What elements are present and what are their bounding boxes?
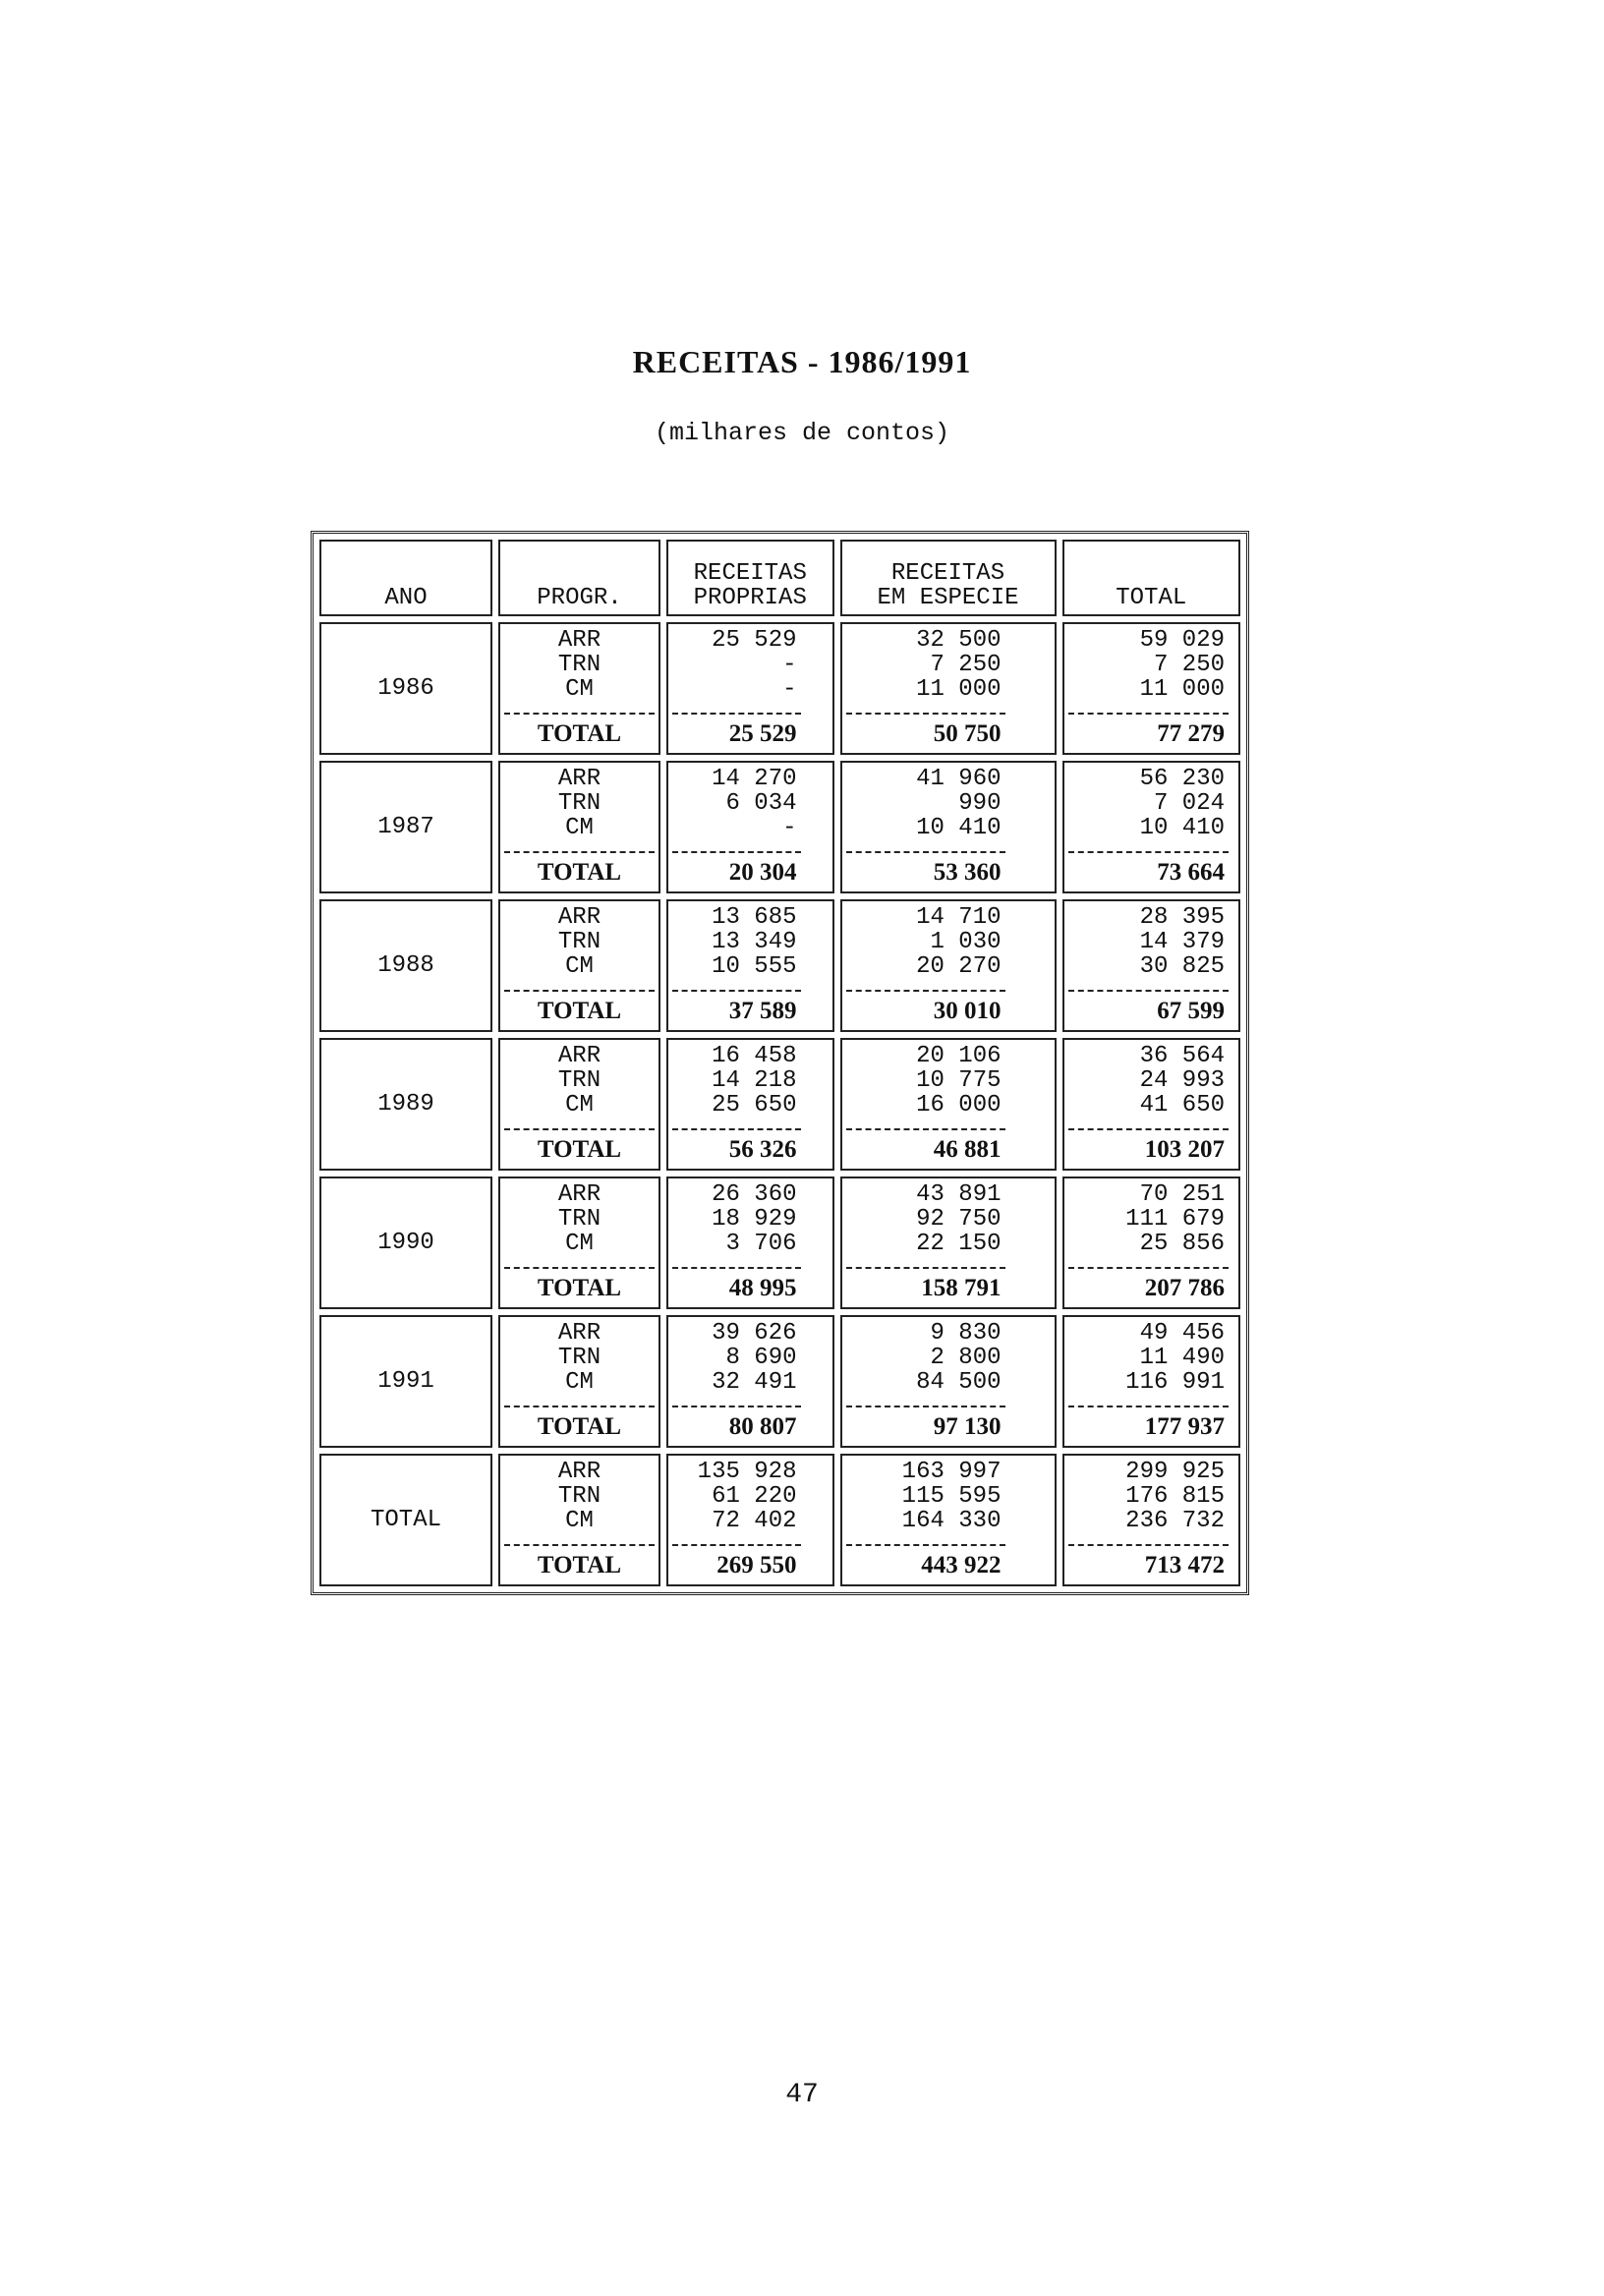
- subtotal-value: 103 207: [1144, 1136, 1225, 1163]
- value: 14 270: [712, 766, 797, 792]
- dashed-divider: [846, 1544, 1005, 1546]
- total-cell: [1062, 1038, 1241, 1171]
- dashed-divider: [504, 1267, 655, 1269]
- total-cell: [1062, 1454, 1241, 1586]
- program-label: CM: [565, 1369, 594, 1396]
- subtotal-value: 443 922: [921, 1552, 1002, 1578]
- value: 11 000: [916, 676, 1002, 703]
- value: 135 928: [697, 1459, 797, 1485]
- dashed-divider: [846, 1267, 1005, 1269]
- page-title: RECEITAS - 1986/1991: [632, 344, 972, 379]
- dashed-divider: [504, 990, 655, 992]
- value: 24 993: [1139, 1067, 1225, 1094]
- subtotal-value: 56 326: [728, 1136, 797, 1163]
- year-label: 1986: [377, 675, 434, 702]
- value: 16 000: [916, 1092, 1002, 1119]
- value: 56 230: [1139, 766, 1225, 792]
- dashed-divider: [504, 1544, 655, 1546]
- subtotal-value: 20 304: [728, 859, 797, 886]
- program-label: CM: [565, 1092, 594, 1119]
- value: 61 220: [712, 1483, 797, 1510]
- value: 6 034: [725, 790, 797, 817]
- year-label: TOTAL: [370, 1507, 441, 1533]
- value: 13 349: [712, 929, 797, 955]
- value: -: [782, 652, 797, 678]
- receitas-especie-cell: [840, 1177, 1057, 1309]
- value: 116 991: [1125, 1369, 1225, 1396]
- subtotal-value: 269 550: [716, 1552, 797, 1578]
- subtotal-value: 97 130: [933, 1413, 1002, 1440]
- value: 236 732: [1125, 1508, 1225, 1534]
- program-cell: [498, 899, 660, 1032]
- program-total-label: TOTAL: [537, 998, 622, 1024]
- program-label: TRN: [557, 1345, 602, 1371]
- page-subtitle: (milhares de contos): [654, 419, 950, 447]
- value: 92 750: [916, 1206, 1002, 1233]
- dashed-divider: [846, 990, 1005, 992]
- value: 72 402: [712, 1508, 797, 1534]
- program-total-label: TOTAL: [537, 1275, 622, 1301]
- value: 41 650: [1139, 1092, 1225, 1119]
- program-label: CM: [565, 1508, 594, 1534]
- dashed-divider: [504, 713, 655, 715]
- program-cell: [498, 1038, 660, 1171]
- dashed-divider: [1068, 1544, 1230, 1546]
- receitas-especie-cell: [840, 761, 1057, 893]
- dashed-divider: [672, 1406, 801, 1407]
- receitas-especie-cell: [840, 899, 1057, 1032]
- table-body: [319, 622, 1240, 1586]
- year-label: 1989: [377, 1091, 434, 1118]
- year-cell: [319, 1038, 492, 1171]
- value: 11 000: [1139, 676, 1225, 703]
- value: 176 815: [1125, 1483, 1225, 1510]
- value: 32 491: [712, 1369, 797, 1396]
- value: 14 218: [712, 1067, 797, 1094]
- receitas-proprias-cell: [666, 899, 834, 1032]
- value: 115 595: [901, 1483, 1002, 1510]
- year-block-row: [319, 622, 1240, 755]
- value: 36 564: [1139, 1043, 1225, 1069]
- value: 43 891: [916, 1181, 1002, 1208]
- receitas-proprias-cell: [666, 1038, 834, 1171]
- subtotal-value: 50 750: [933, 720, 1002, 747]
- program-label: CM: [565, 1231, 594, 1257]
- value: 1 030: [930, 929, 1002, 955]
- program-cell: [498, 761, 660, 893]
- dashed-divider: [672, 713, 801, 715]
- dashed-divider: [1068, 851, 1230, 853]
- value: 32 500: [916, 627, 1002, 654]
- revenue-table: [311, 531, 1249, 1595]
- value: 10 410: [1139, 815, 1225, 841]
- program-total-label: TOTAL: [537, 720, 622, 747]
- program-label: TRN: [557, 1067, 602, 1094]
- dashed-divider: [504, 1406, 655, 1407]
- value: 111 679: [1125, 1206, 1225, 1233]
- program-label: ARR: [557, 1459, 602, 1485]
- receitas-proprias-cell: [666, 622, 834, 755]
- program-label: TRN: [557, 790, 602, 817]
- value: 20 106: [916, 1043, 1002, 1069]
- program-label: ARR: [557, 904, 602, 931]
- value: 16 458: [712, 1043, 797, 1069]
- value: 9 830: [930, 1320, 1002, 1347]
- value: 299 925: [1125, 1459, 1225, 1485]
- program-label: ARR: [557, 1043, 602, 1069]
- subtotal-value: 77 279: [1157, 720, 1225, 747]
- value: 18 929: [712, 1206, 797, 1233]
- year-cell: [319, 1454, 492, 1586]
- program-label: CM: [565, 676, 594, 703]
- value: 7 250: [1153, 652, 1225, 678]
- value: 10 410: [916, 815, 1002, 841]
- subtotal-value: 67 599: [1157, 998, 1225, 1024]
- header-receitas-especie: RECEITAS EM ESPECIE: [840, 540, 1057, 616]
- subtotal-value: 73 664: [1157, 859, 1225, 886]
- program-total-label: TOTAL: [537, 1413, 622, 1440]
- year-cell: [319, 622, 492, 755]
- dashed-divider: [846, 1406, 1005, 1407]
- value: 20 270: [916, 953, 1002, 980]
- value: 14 379: [1139, 929, 1225, 955]
- dashed-divider: [1068, 713, 1230, 715]
- value: 25 529: [712, 627, 797, 654]
- year-block-row: [319, 899, 1240, 1032]
- year-block-row: [319, 1038, 1240, 1171]
- year-label: 1988: [377, 952, 434, 979]
- program-label: ARR: [557, 766, 602, 792]
- program-label: ARR: [557, 627, 602, 654]
- dashed-divider: [672, 990, 801, 992]
- value: 59 029: [1139, 627, 1225, 654]
- header-progr: PROGR.: [498, 540, 660, 616]
- receitas-especie-cell: [840, 1315, 1057, 1448]
- year-label: 1987: [377, 814, 434, 840]
- dashed-divider: [672, 851, 801, 853]
- subtotal-value: 37 589: [728, 998, 797, 1024]
- program-label: ARR: [557, 1181, 602, 1208]
- header-ano: ANO: [319, 540, 492, 616]
- year-cell: [319, 899, 492, 1032]
- program-total-label: TOTAL: [537, 1552, 622, 1578]
- receitas-proprias-cell: [666, 1315, 834, 1448]
- program-label: CM: [565, 953, 594, 980]
- value: 13 685: [712, 904, 797, 931]
- dashed-divider: [672, 1128, 801, 1130]
- value: 49 456: [1139, 1320, 1225, 1347]
- year-cell: [319, 761, 492, 893]
- value: 2 800: [930, 1345, 1002, 1371]
- value: -: [782, 815, 797, 841]
- total-cell: [1062, 622, 1241, 755]
- value: 26 360: [712, 1181, 797, 1208]
- year-cell: [319, 1315, 492, 1448]
- receitas-proprias-cell: [666, 1454, 834, 1586]
- value: 10 775: [916, 1067, 1002, 1094]
- year-block-row: [319, 1177, 1240, 1309]
- dashed-divider: [1068, 1267, 1230, 1269]
- program-label: TRN: [557, 1483, 602, 1510]
- subtotal-value: 80 807: [728, 1413, 797, 1440]
- value: 28 395: [1139, 904, 1225, 931]
- value: 10 555: [712, 953, 797, 980]
- subtotal-value: 207 786: [1144, 1275, 1225, 1301]
- value: 22 150: [916, 1231, 1002, 1257]
- subtotal-value: 158 791: [921, 1275, 1002, 1301]
- value: 14 710: [916, 904, 1002, 931]
- program-label: ARR: [557, 1320, 602, 1347]
- value: 3 706: [725, 1231, 797, 1257]
- year-label: 1990: [377, 1230, 434, 1256]
- year-block-row: [319, 761, 1240, 893]
- program-cell: [498, 1454, 660, 1586]
- value: 30 825: [1139, 953, 1225, 980]
- program-label: TRN: [557, 1206, 602, 1233]
- dashed-divider: [1068, 1406, 1230, 1407]
- program-cell: [498, 1315, 660, 1448]
- value: 8 690: [725, 1345, 797, 1371]
- program-label: CM: [565, 815, 594, 841]
- year-block-row: [319, 1315, 1240, 1448]
- subtotal-value: 25 529: [728, 720, 797, 747]
- value: 163 997: [901, 1459, 1002, 1485]
- program-total-label: TOTAL: [537, 1136, 622, 1163]
- receitas-especie-cell: [840, 1038, 1057, 1171]
- dashed-divider: [504, 1128, 655, 1130]
- receitas-proprias-cell: [666, 761, 834, 893]
- value: 70 251: [1139, 1181, 1225, 1208]
- header-row: [319, 540, 1240, 616]
- value: 164 330: [901, 1508, 1002, 1534]
- dashed-divider: [504, 851, 655, 853]
- dashed-divider: [672, 1267, 801, 1269]
- program-label: TRN: [557, 929, 602, 955]
- program-label: TRN: [557, 652, 602, 678]
- subtotal-value: 177 937: [1144, 1413, 1225, 1440]
- header-total: TOTAL: [1062, 540, 1241, 616]
- value: -: [782, 676, 797, 703]
- value: 990: [958, 790, 1002, 817]
- value: 25 856: [1139, 1231, 1225, 1257]
- receitas-especie-cell: [840, 622, 1057, 755]
- value: 84 500: [916, 1369, 1002, 1396]
- value: 25 650: [712, 1092, 797, 1119]
- value: 7 250: [930, 652, 1002, 678]
- dashed-divider: [672, 1544, 801, 1546]
- dashed-divider: [846, 1128, 1005, 1130]
- year-cell: [319, 1177, 492, 1309]
- header-receitas-proprias: RECEITAS PROPRIAS: [666, 540, 834, 616]
- value: 41 960: [916, 766, 1002, 792]
- value: 7 024: [1153, 790, 1225, 817]
- subtotal-value: 53 360: [933, 859, 1002, 886]
- program-cell: [498, 622, 660, 755]
- total-cell: [1062, 1315, 1241, 1448]
- subtotal-value: 30 010: [933, 998, 1002, 1024]
- subtotal-value: 713 472: [1144, 1552, 1225, 1578]
- value: 39 626: [712, 1320, 797, 1347]
- dashed-divider: [846, 713, 1005, 715]
- dashed-divider: [1068, 1128, 1230, 1130]
- program-total-label: TOTAL: [537, 859, 622, 886]
- dashed-divider: [846, 851, 1005, 853]
- total-cell: [1062, 761, 1241, 893]
- receitas-especie-cell: [840, 1454, 1057, 1586]
- year-label: 1991: [377, 1368, 434, 1395]
- dashed-divider: [1068, 990, 1230, 992]
- total-cell: [1062, 1177, 1241, 1309]
- total-cell: [1062, 899, 1241, 1032]
- subtotal-value: 46 881: [933, 1136, 1002, 1163]
- year-block-row: [319, 1454, 1240, 1586]
- value: 11 490: [1139, 1345, 1225, 1371]
- receitas-proprias-cell: [666, 1177, 834, 1309]
- page-number: 47: [785, 2080, 819, 2110]
- subtotal-value: 48 995: [728, 1275, 797, 1301]
- program-cell: [498, 1177, 660, 1309]
